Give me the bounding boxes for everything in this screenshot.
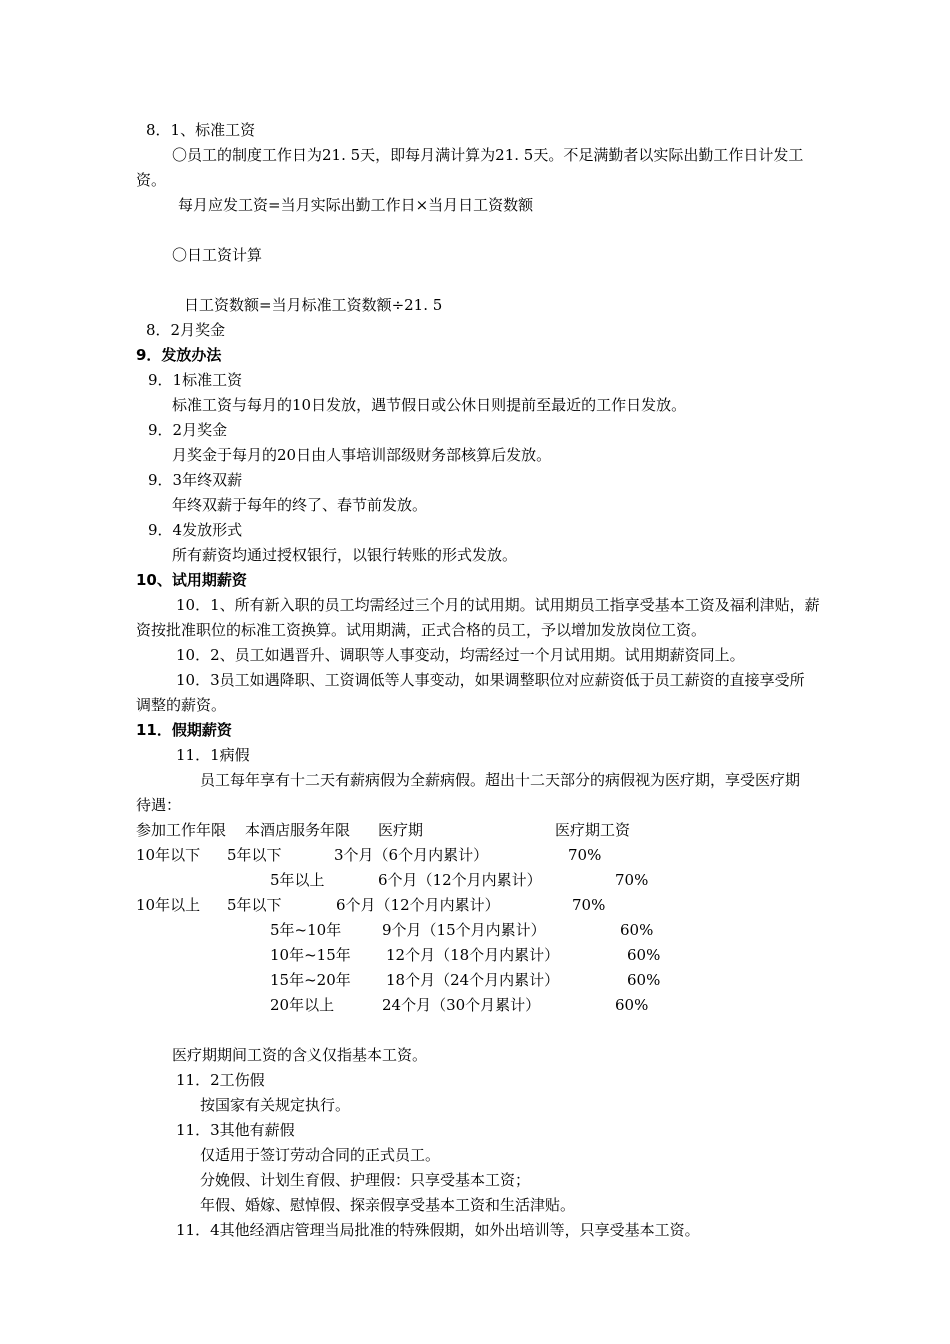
table-cell: 60%: [620, 921, 654, 939]
table-cell: 5年以下: [227, 846, 282, 864]
table-cell: 60%: [615, 996, 649, 1014]
paragraph: 按国家有关规定执行。: [200, 1096, 351, 1114]
paragraph: 10．2、员工如遇晋升、调职等人事变动，均需经过一个月试用期。试用期薪资同上。: [176, 646, 745, 664]
section-title-10: 10、试用期薪资: [136, 571, 247, 589]
table-cell: 5年以上: [270, 871, 325, 889]
formula: 每月应发工资=当月实际出勤工作日×当月日工资数额: [178, 196, 534, 214]
heading-8-2: 8．2月奖金: [146, 321, 226, 339]
table-cell: 18个月（24个月内累计）: [386, 971, 560, 989]
paragraph: 月奖金于每月的20日由人事培训部级财务部核算后发放。: [172, 446, 552, 464]
table-cell: 20年以上: [270, 996, 335, 1014]
paragraph: 资。: [136, 171, 167, 189]
paragraph: 〇日工资计算: [172, 246, 263, 264]
table-cell: 70%: [568, 846, 602, 864]
table-cell: 15年~20年: [270, 971, 351, 989]
table-cell: 3个月（6个月内累计）: [334, 846, 489, 864]
table-cell: 5年以下: [227, 896, 282, 914]
heading-9-2: 9．2月奖金: [148, 421, 228, 439]
table-cell: 5年~10年: [270, 921, 342, 939]
heading-11-3: 11．3其他有薪假: [176, 1121, 295, 1139]
table-cell: 24个月（30个月累计）: [382, 996, 541, 1014]
paragraph: 11．4其他经酒店管理当局批准的特殊假期，如外出培训等，只享受基本工资。: [176, 1221, 700, 1239]
table-header: 参加工作年限: [136, 821, 227, 839]
paragraph: 员工每年享有十二天有薪病假为全薪病假。超出十二天部分的病假视为医疗期，享受医疗期: [200, 771, 801, 789]
paragraph: 10．1、所有新入职的员工均需经过三个月的试用期。试用期员工指享受基本工资及福利津贴，薪: [176, 596, 820, 614]
heading-11-2: 11．2工伤假: [176, 1071, 265, 1089]
paragraph: 10．3员工如遇降职、工资调低等人事变动，如果调整职位对应薪资低于员工薪资的直接享受所: [176, 671, 805, 689]
table-header: 医疗期工资: [555, 821, 631, 839]
paragraph: 仅适用于签订劳动合同的正式员工。: [200, 1146, 441, 1164]
section-title-9: 9．发放办法: [136, 346, 222, 364]
table-cell: 6个月（12个月内累计）: [378, 871, 542, 889]
paragraph: 年终双薪于每年的终了、春节前发放。: [172, 496, 428, 514]
section-title-11: 11．假期薪资: [136, 721, 232, 739]
formula: 日工资数额=当月标准工资数额÷21. 5: [184, 296, 443, 314]
table-cell: 60%: [627, 971, 661, 989]
paragraph: 分娩假、计划生育假、护理假：只享受基本工资；: [200, 1171, 531, 1189]
table-cell: 9个月（15个月内累计）: [382, 921, 546, 939]
heading-9-4: 9．4发放形式: [148, 521, 243, 539]
table-cell: 10年以上: [136, 896, 201, 914]
table-cell: 10年~15年: [270, 946, 351, 964]
paragraph: 年假、婚嫁、慰悼假、探亲假享受基本工资和生活津贴。: [200, 1196, 576, 1214]
table-cell: 60%: [627, 946, 661, 964]
paragraph: 标准工资与每月的10日发放，遇节假日或公休日则提前至最近的工作日发放。: [172, 396, 687, 414]
table-header: 本酒店服务年限: [245, 821, 351, 839]
heading-11-1: 11．1病假: [176, 746, 250, 764]
table-header: 医疗期: [378, 821, 424, 839]
heading-9-1: 9．1标准工资: [148, 371, 243, 389]
paragraph: 调整的薪资。: [136, 696, 227, 714]
table-cell: 10年以下: [136, 846, 201, 864]
paragraph: 资按批准职位的标准工资换算。试用期满，正式合格的员工，予以增加发放岗位工资。: [136, 621, 707, 639]
heading-9-3: 9．3年终双薪: [148, 471, 243, 489]
paragraph: 待遇：: [136, 796, 182, 814]
paragraph: 〇员工的制度工作日为21. 5天，即每月满计算为21. 5天。不足满勤者以实际出勤工作日计发工: [172, 146, 804, 164]
table-cell: 70%: [615, 871, 649, 889]
paragraph: 所有薪资均通过授权银行，以银行转账的形式发放。: [172, 546, 518, 564]
table-cell: 12个月（18个月内累计）: [386, 946, 560, 964]
paragraph: 医疗期期间工资的含义仅指基本工资。: [172, 1046, 428, 1064]
table-cell: 6个月（12个月内累计）: [336, 896, 500, 914]
heading-8-1: 8．1、标准工资: [146, 121, 256, 139]
table-cell: 70%: [572, 896, 606, 914]
